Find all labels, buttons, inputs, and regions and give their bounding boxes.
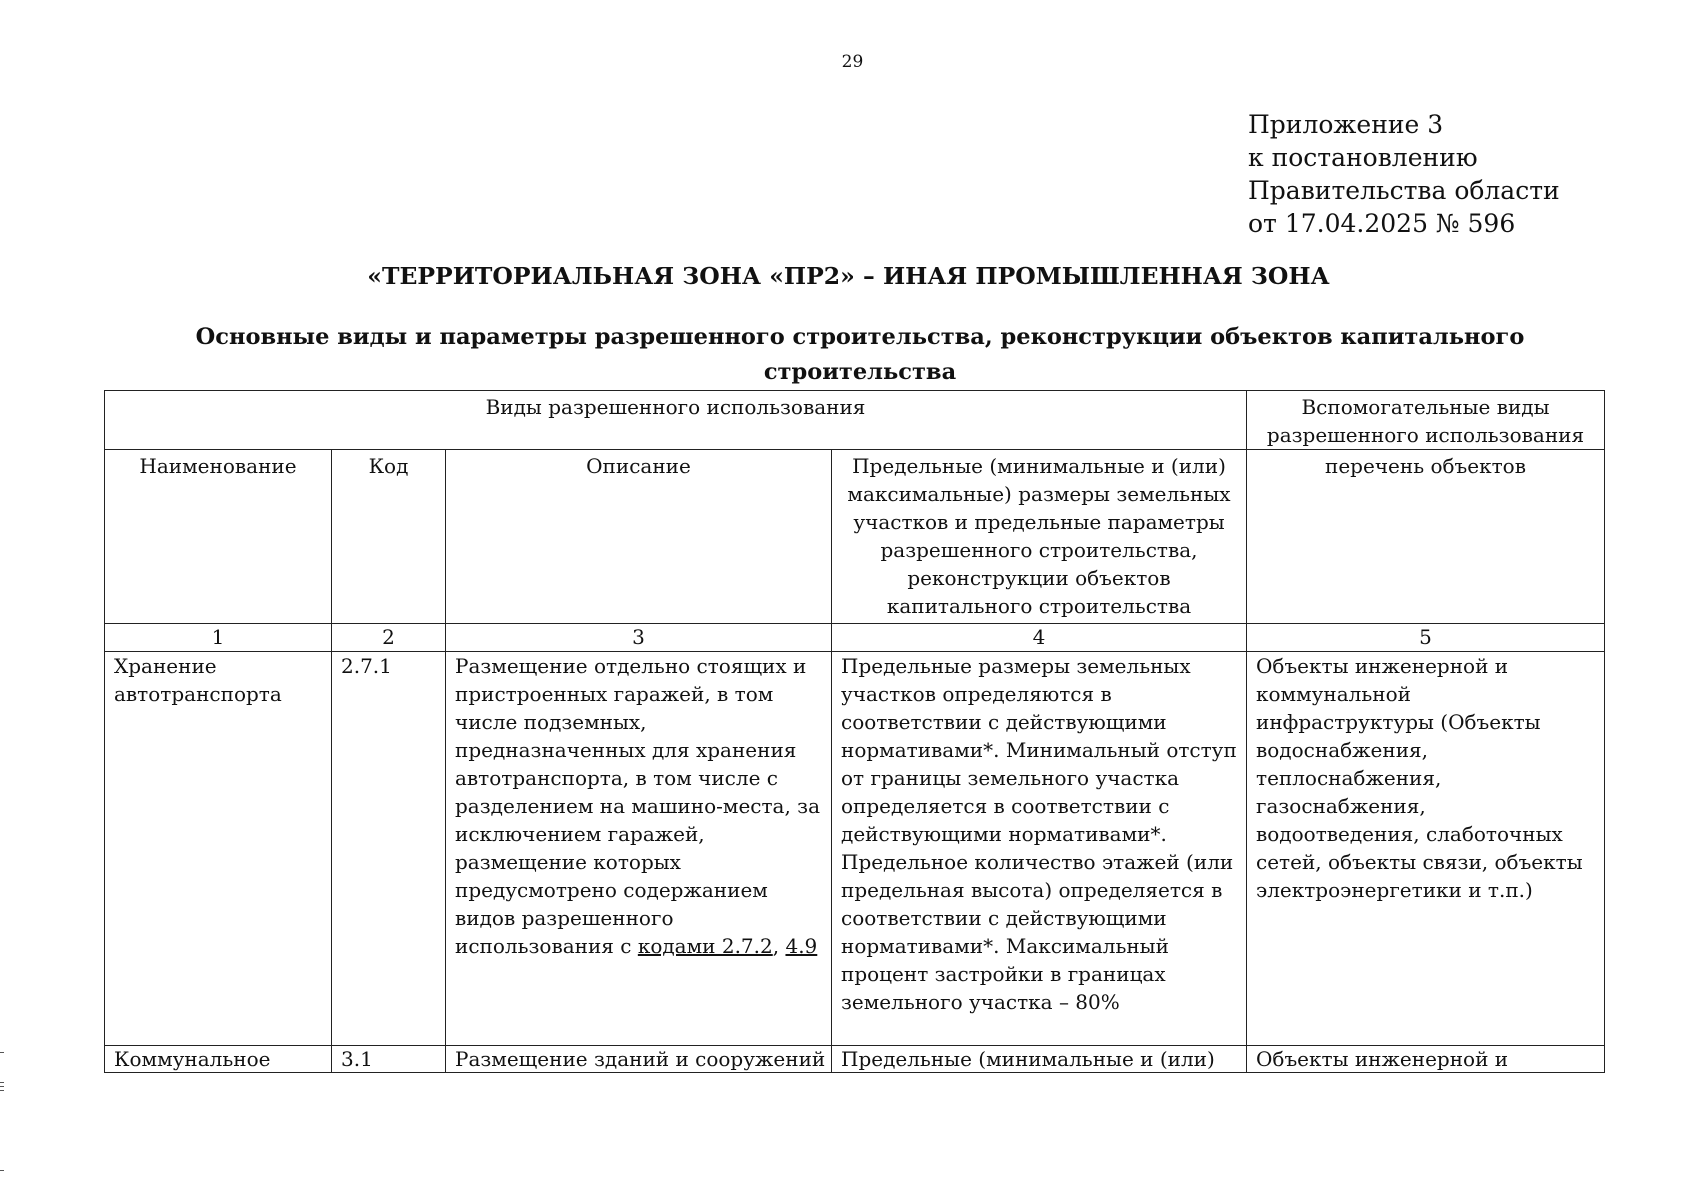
cell-params: Предельные размеры земельных участков определяются в соответствии с действующими нормативами*. Минимальный отступ от границы земельного участка определяется в соответствии с действующими нормативами*. Предельное количество этажей (или предельная высота) определяется в соответствии с действующими нормативами*. Максимальный процент застройки в границах земельного участка – 80% (832, 652, 1247, 1046)
appendix-line: от 17.04.2025 № 596 (1248, 209, 1516, 238)
cell-code: 3.1 (332, 1046, 446, 1073)
scan-mark (0, 1052, 4, 1053)
table-row (105, 652, 1605, 1046)
cell-params: Предельные (минимальные и (или) (832, 1046, 1247, 1073)
col-number: 1 (105, 624, 332, 652)
page-number: 29 (841, 52, 864, 72)
group-header-row (105, 391, 1605, 450)
column-number-row (105, 624, 1605, 652)
col-header-name: Наименование (105, 450, 332, 624)
cell-name: Коммунальное (105, 1046, 332, 1073)
col-header-objects: перечень объектов (1247, 450, 1605, 624)
group-header-left: Виды разрешенного использования (105, 391, 1247, 450)
appendix-block (1248, 108, 1560, 240)
cell-code: 2.7.1 (332, 652, 446, 1046)
zone-title: «ТЕРРИТОРИАЛЬНАЯ ЗОНА «ПР2» – ИНАЯ ПРОМЫШЛЕННАЯ ЗОНА (367, 262, 1330, 290)
cell-description: Размещение зданий и сооружений (446, 1046, 832, 1073)
appendix-line: к постановлению (1248, 143, 1478, 172)
scan-mark (0, 1082, 4, 1083)
scan-mark (0, 1086, 4, 1087)
code-link[interactable]: кодами 2.7.2 (637, 934, 773, 958)
usage-table (104, 390, 1605, 1073)
scan-mark (0, 1170, 4, 1171)
cell-auxiliary: Объекты инженерной и коммунальной инфраструктуры (Объекты водоснабжения, теплоснабжения, газоснабжения, водоотведения, слаботочных сетей, объекты связи, объекты электроэнергетики и т.п.) (1247, 652, 1605, 1046)
col-header-params: Предельные (минимальные и (или) максимальные) размеры земельных участков и предельные параметры разрешенного строительства, реконструкции объектов капитального строительства (832, 450, 1247, 624)
col-header-code: Код (332, 450, 446, 624)
column-header-row (105, 450, 1605, 624)
section-title: Основные виды и параметры разрешенного строительства, реконструкции объектов капитального строительства (195, 324, 1525, 385)
code-link[interactable]: 4.9 (785, 934, 818, 958)
cell-name: Хранение автотранспорта (105, 652, 332, 1046)
cell-description (446, 652, 832, 1046)
description-text: Размещение отдельно стоящих и пристроенных гаражей, в том числе подземных, предназначенных для хранения автотранспорта, в том числе с разделением на машино-места, за исключением гаражей, размещение которых предусмотрено содержанием видов разрешенного использования с (455, 654, 821, 958)
col-number: 2 (332, 624, 446, 652)
scan-mark (0, 1090, 4, 1091)
col-number: 5 (1247, 624, 1605, 652)
col-header-description: Описание (446, 450, 832, 624)
group-header-right: Вспомогательные виды разрешенного использования (1247, 391, 1605, 450)
col-number: 4 (832, 624, 1247, 652)
appendix-line: Приложение 3 (1248, 110, 1444, 139)
cell-auxiliary: Объекты инженерной и (1247, 1046, 1605, 1073)
appendix-line: Правительства области (1248, 176, 1560, 205)
col-number: 3 (446, 624, 832, 652)
table-row (105, 1046, 1605, 1073)
link-separator: , (772, 934, 786, 958)
